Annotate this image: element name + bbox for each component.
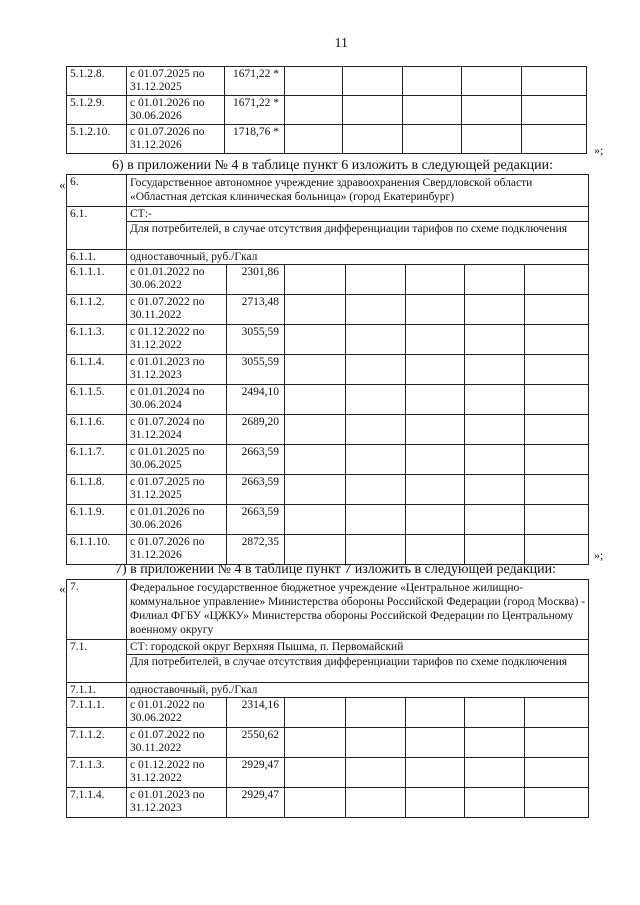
empty-cell [285,67,343,96]
tariff-period: с 01.01.2025 по 30.06.2025 [127,445,227,475]
tariff-period: с 01.07.2025 по 31.12.2025 [127,475,227,505]
empty-cell [285,355,346,385]
closing-quote-6: »; [594,548,604,562]
empty-cell [462,125,522,154]
tariff-table-6 [66,174,589,565]
tariff-period: с 01.01.2026 по 30.06.2026 [127,96,225,125]
empty-cell [403,125,462,154]
tariff-value: 2301,86 [227,265,285,295]
empty-cell [465,325,525,355]
closing-quote-5: »; [594,143,604,157]
empty-cell [346,758,406,788]
tariff-value: 2872,35 [227,535,285,565]
tariff-period: с 01.01.2023 по 31.12.2023 [127,355,227,385]
empty-cell [285,415,346,445]
empty-cell [525,728,589,758]
opening-quote-6: « [59,177,66,192]
empty-cell [406,788,465,818]
empty-cell [343,125,403,154]
empty-cell [285,125,343,154]
empty-cell [525,325,589,355]
empty-cell [525,535,589,565]
empty-cell [465,355,525,385]
empty-cell [285,265,346,295]
empty-cell [525,445,589,475]
empty-cell [403,96,462,125]
empty-cell [346,535,406,565]
tariff-period: с 01.01.2026 по 30.06.2026 [127,505,227,535]
empty-cell [465,385,525,415]
empty-cell [285,505,346,535]
empty-cell [462,96,522,125]
tariff-row [67,355,589,385]
tariff-value: 1671,22 * [225,96,285,125]
item-6-1-system: СТ:- [127,207,589,222]
tariff-period: с 01.07.2026 по 31.12.2026 [127,125,225,154]
item-6-1-1-rate-type: одноставочный, руб./Гкал [127,250,589,265]
tariff-period: с 01.01.2023 по 31.12.2023 [127,788,227,818]
tariff-value: 2550,62 [227,728,285,758]
empty-cell [285,325,346,355]
empty-cell [346,445,406,475]
tariff-row [67,325,589,355]
tariff-value: 2314,16 [227,698,285,728]
tariff-code: 6.1.1.8. [67,475,127,505]
tariff-row [67,415,589,445]
instruction-item-6: 6) в приложении № 4 в таблице пункт 6 изложить в следующей редакции: [112,158,553,173]
empty-cell [465,415,525,445]
empty-cell [346,788,406,818]
empty-cell [406,355,465,385]
empty-cell [465,295,525,325]
instruction-item-7: 7) в приложении № 4 в таблице пункт 7 изложить в следующей редакции: [115,562,556,577]
empty-cell [343,96,403,125]
empty-cell [525,758,589,788]
tariff-code: 6.1.1.5. [67,385,127,415]
empty-cell [465,728,525,758]
tariff-row [67,505,589,535]
empty-cell [525,475,589,505]
empty-cell [406,265,465,295]
tariff-row [67,758,589,788]
tariff-code: 7.1.1.1. [67,698,127,728]
tariff-period: с 01.12.2022 по 31.12.2022 [127,758,227,788]
empty-cell [285,535,346,565]
empty-cell [406,415,465,445]
empty-cell [406,475,465,505]
tariff-code: 6.1.1.3. [67,325,127,355]
page-number: 11 [334,36,348,51]
tariff-period: с 01.07.2025 по 31.12.2025 [127,67,225,96]
empty-cell [465,698,525,728]
tariff-period: с 01.07.2026 по 31.12.2026 [127,535,227,565]
tariff-row [67,385,589,415]
empty-cell [406,295,465,325]
empty-cell [285,788,346,818]
tariff-row [67,265,589,295]
tariff-value: 2494,10 [227,385,285,415]
empty-cell [406,758,465,788]
empty-cell [525,385,589,415]
tariff-row [67,788,589,818]
empty-cell [465,535,525,565]
tariff-value: 2663,59 [227,445,285,475]
empty-cell [285,758,346,788]
tariff-value: 2929,47 [227,788,285,818]
tariff-period: с 01.01.2022 по 30.06.2022 [127,698,227,728]
item-6-organization: Государственное автономное учреждение здравоохранения Свердловской области «Областная детская клиническая больница» (город Екатеринбург) [127,175,589,207]
empty-cell [346,325,406,355]
empty-cell [346,355,406,385]
item-7-1-note: Для потребителей, в случае отсутствия дифференциации тарифов по схеме подключения [127,655,589,683]
item-6-number: 6. [67,175,127,207]
empty-cell [522,125,587,154]
tariff-value: 2929,47 [227,758,285,788]
empty-cell [343,67,403,96]
item-7-1-1-number: 7.1.1. [67,683,127,698]
empty-cell [285,698,346,728]
tariff-value: 1671,22 * [225,67,285,96]
empty-cell [285,295,346,325]
tariff-period: с 01.01.2022 по 30.06.2022 [127,265,227,295]
item-7-organization: Федеральное государственное бюджетное учреждение «Центральное жилищно-коммунальное управление» Министерства обороны Российской Федерации (город Москва) - Филиал ФГБУ «ЦЖКУ» Министерства обороны Российской Федерации по Центральному военному округу [127,580,589,640]
tariff-code: 5.1.2.8. [67,67,127,96]
empty-cell [406,325,465,355]
tariff-value: 3055,59 [227,325,285,355]
tariff-code: 6.1.1.6. [67,415,127,445]
tariff-code: 6.1.1.7. [67,445,127,475]
tariff-code: 6.1.1.10. [67,535,127,565]
item-6-1-number: 6.1. [67,207,127,250]
empty-cell [406,385,465,415]
tariff-period: с 01.07.2024 по 31.12.2024 [127,415,227,445]
tariff-code: 7.1.1.3. [67,758,127,788]
tariff-code: 6.1.1.2. [67,295,127,325]
tariff-row [67,475,589,505]
tariff-code: 7.1.1.4. [67,788,127,818]
item-7-1-system: СТ: городской округ Верхняя Пышма, п. Первомайский [127,640,589,655]
tariff-row [67,698,589,728]
empty-cell [525,415,589,445]
tariff-row [67,728,589,758]
empty-cell [346,415,406,445]
tariff-period: с 01.07.2022 по 30.11.2022 [127,295,227,325]
tariff-code: 5.1.2.9. [67,96,127,125]
tariff-period: с 01.12.2022 по 31.12.2022 [127,325,227,355]
tariff-period: с 01.01.2024 по 30.06.2024 [127,385,227,415]
tariff-code: 6.1.1.9. [67,505,127,535]
empty-cell [406,698,465,728]
tariff-code: 7.1.1.2. [67,728,127,758]
opening-quote-7: « [59,581,66,596]
empty-cell [346,698,406,728]
item-7-number: 7. [67,580,127,640]
tariff-value: 3055,59 [227,355,285,385]
empty-cell [525,698,589,728]
empty-cell [465,265,525,295]
empty-cell [285,475,346,505]
empty-cell [346,265,406,295]
empty-cell [465,505,525,535]
empty-cell [285,728,346,758]
empty-cell [346,505,406,535]
item-6-1-note: Для потребителей, в случае отсутствия дифференциации тарифов по схеме подключения [127,222,589,250]
empty-cell [465,475,525,505]
tariff-code: 5.1.2.10. [67,125,127,154]
tariff-row [67,67,587,96]
empty-cell [285,385,346,415]
empty-cell [525,265,589,295]
item-6-1-1-number: 6.1.1. [67,250,127,265]
empty-cell [346,475,406,505]
empty-cell [406,728,465,758]
tariff-row [67,535,589,565]
empty-cell [406,505,465,535]
empty-cell [346,385,406,415]
tariff-value: 1718,76 * [225,125,285,154]
tariff-value: 2663,59 [227,505,285,535]
empty-cell [465,758,525,788]
tariff-value: 2663,59 [227,475,285,505]
empty-cell [525,355,589,385]
tariff-code: 6.1.1.1. [67,265,127,295]
tariff-table-5-continuation [66,66,587,154]
empty-cell [406,445,465,475]
empty-cell [525,295,589,325]
empty-cell [525,788,589,818]
tariff-value: 2689,20 [227,415,285,445]
tariff-row [67,295,589,325]
empty-cell [522,96,587,125]
empty-cell [285,96,343,125]
item-7-1-1-rate-type: одноставочный, руб./Гкал [127,683,589,698]
empty-cell [525,505,589,535]
tariff-row [67,96,587,125]
tariff-row [67,125,587,154]
tariff-row [67,445,589,475]
tariff-value: 2713,48 [227,295,285,325]
empty-cell [462,67,522,96]
empty-cell [285,445,346,475]
tariff-table-7 [66,579,589,818]
tariff-period: с 01.07.2022 по 30.11.2022 [127,728,227,758]
empty-cell [465,445,525,475]
empty-cell [406,535,465,565]
empty-cell [522,67,587,96]
item-7-1-number: 7.1. [67,640,127,683]
tariff-code: 6.1.1.4. [67,355,127,385]
empty-cell [346,728,406,758]
empty-cell [465,788,525,818]
empty-cell [346,295,406,325]
empty-cell [403,67,462,96]
